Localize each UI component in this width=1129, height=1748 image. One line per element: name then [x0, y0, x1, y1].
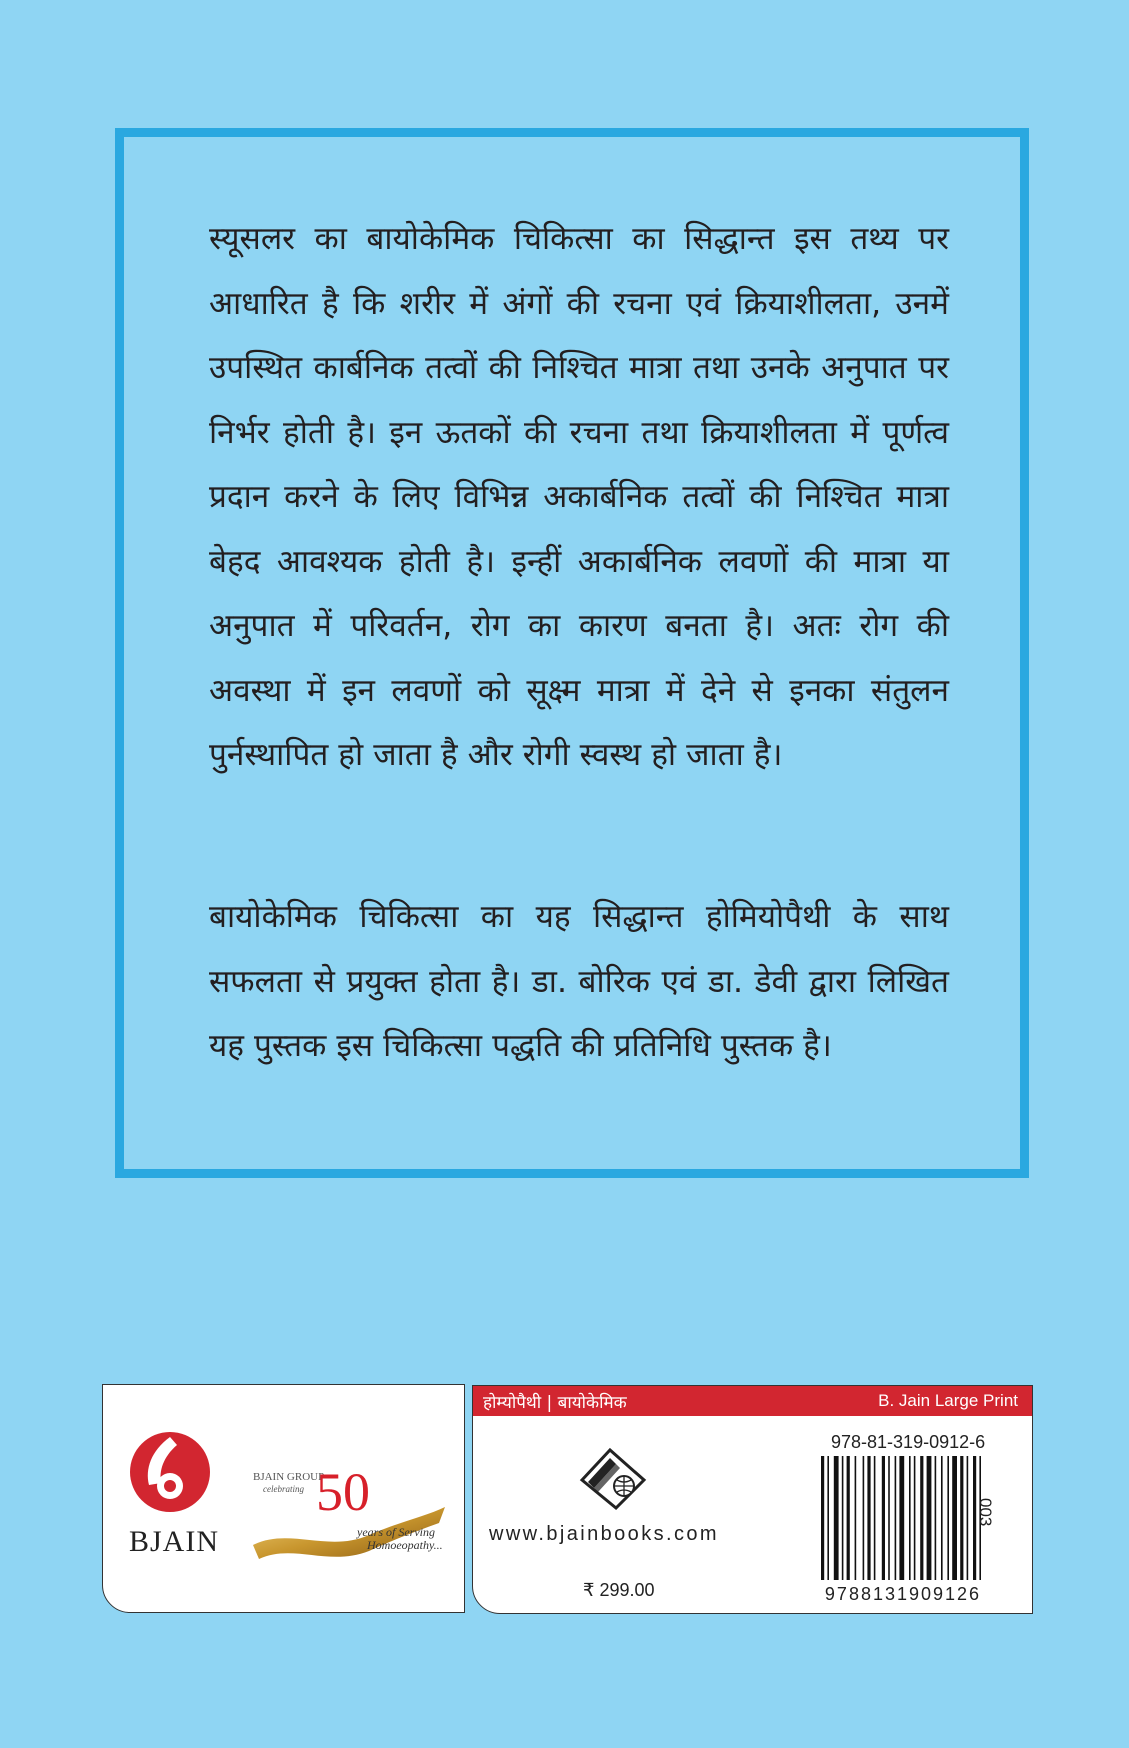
anniversary-number: 50: [316, 1462, 370, 1522]
brand-name: BJAIN: [129, 1525, 220, 1558]
series-label: B. Jain Large Print: [878, 1391, 1018, 1410]
book-info-card: [472, 1385, 1033, 1614]
website-url: www.bjainbooks.com: [489, 1523, 719, 1545]
publisher-logo-card: [102, 1384, 465, 1613]
description-paragraph-1: स्यूसलर का बायोकेमिक चिकित्सा का सिद्धान्त इस तथ्य पर आधारित है कि शरीर में अंगों की रचना एवं क्रियाशीलता, उनमें उपस्थित कार्बनिक तत्वों की निश्चित मात्रा तथा उनके अनुपात पर निर्भर होती है। इन ऊतकों की रचना तथा क्रियाशीलता में पूर्णत्व प्रदान करने के लिए विभिन्न अकार्बनिक तत्वों की निश्चित मात्रा बेहद आवश्यक होती है। इन्हीं अकार्बनिक लवणों की मात्रा या अनुपात में परिवर्तन, रोग का कारण बनता है। अतः रोग की अवस्था में इन लवणों को सूक्ष्म मात्रा में देने से इनका संतुलन पुर्नस्थापित हो जाता है और रोगी स्वस्थ हो जाता है।: [209, 221, 949, 773]
group-label: BJAIN GROUP: [253, 1471, 325, 1483]
description-paragraph-2: बायोकेमिक चिकित्सा का यह सिद्धान्त होमियोपैथी के साथ सफलता से प्रयुक्त होता है। डा. बोरिक एवं डा. डेवी द्वारा लिखित यह पुस्तक इस चिकित्सा पद्धति की प्रतिनिधि पुस्तक है।: [209, 899, 949, 1064]
barcode-digits: 9788131909126: [824, 1584, 982, 1604]
celebrating-label: celebrating: [263, 1484, 304, 1494]
description-box: [115, 128, 1029, 1178]
price-label: ₹ 299.00: [583, 1580, 655, 1600]
isbn-label: 978-81-319-0912-6: [831, 1432, 986, 1452]
barcode-icon: [821, 1456, 983, 1580]
book-globe-icon: [576, 1442, 650, 1512]
addon-code: 003: [976, 1498, 995, 1527]
category-label: होम्योपैथी | बायोकेमिक: [483, 1393, 627, 1413]
category-bar: [473, 1386, 1032, 1416]
tagline-line-1: years of Serving: [357, 1525, 435, 1539]
tagline-line-2: Homoeopathy...: [367, 1538, 443, 1552]
bjain-logo-icon: [129, 1431, 211, 1513]
